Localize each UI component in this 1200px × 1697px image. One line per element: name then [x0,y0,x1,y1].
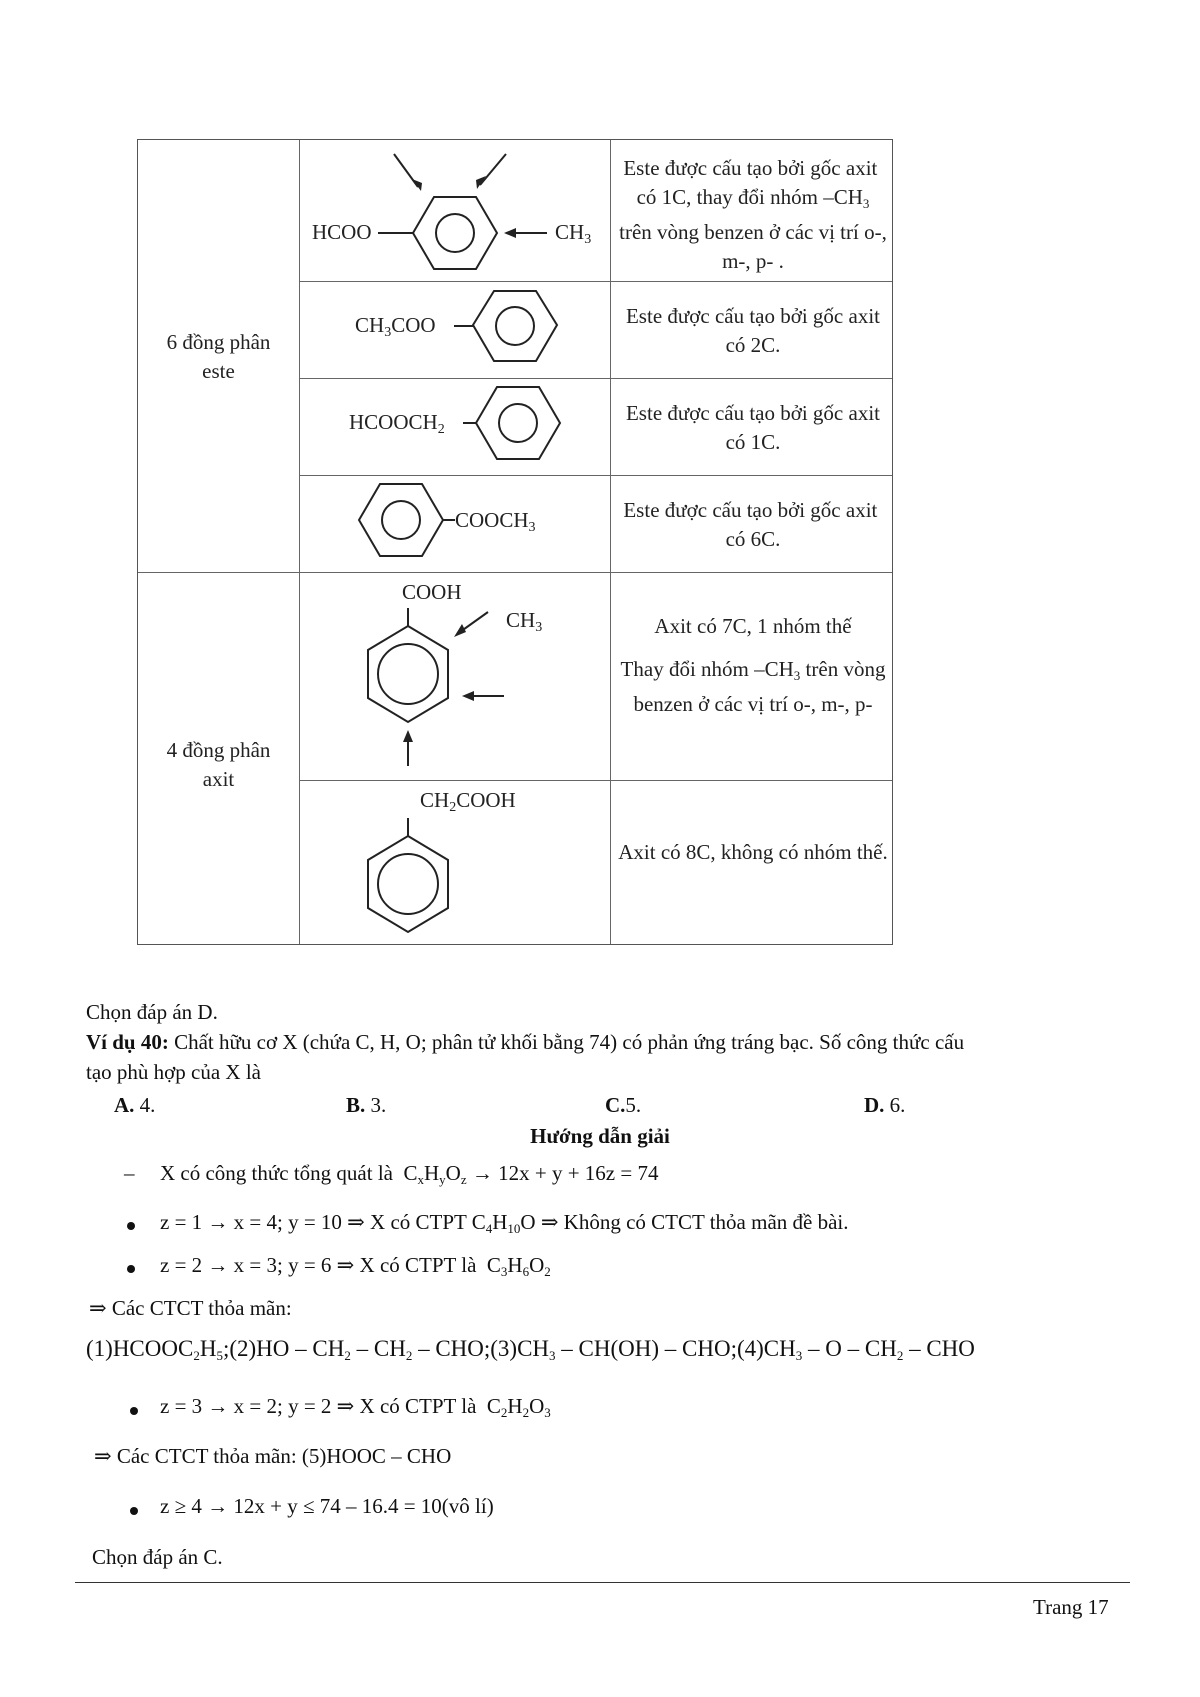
row1-formula-left: HCOO [312,220,372,244]
general-formula-step: X có công thức tổng quát là $C_xH_yO_z \to 12x + y + 16z = 74$ [160,1161,659,1187]
case-z2: z = 2 → x = 3; y = 6 ⇒ X có CTPT là $C_3H_6O_2$ [160,1253,551,1279]
benzene-ring-6-icon [368,818,448,932]
benzene-ring-5-icon [368,608,448,722]
option-c: C.5. [605,1093,642,1117]
row2-description: Este được cấu tạo bởi gốc axit có 2C. [625,304,880,357]
bullet-icon [130,1407,138,1415]
ctct-z3: ⇒ Các CTCT thỏa mãn: (5)HOOC – CHO [94,1444,452,1468]
row1-description: Este được cấu tạo bởi gốc axit có 1C, thay đổi nhóm $-CH_3$ trên vòng benzen ở các vị trí o-, m-, p- . [619,156,887,273]
case-z3: z = 3 → x = 2; y = 2 ⇒ X có CTPT là $C_2H_2O_3$ [160,1394,551,1420]
final-answer: Chọn đáp án C. [92,1545,223,1569]
example-question-line-1: Ví dụ 40: Chất hữu cơ X (chứa C, H, O; phân tử khối bằng 74) có phản ứng tráng bạc. Số công thức cấu [86,1030,965,1054]
option-d: D. 6. [864,1093,906,1117]
benzene-ring-3-icon [463,387,560,459]
option-a: A. 4. [114,1093,156,1117]
row6-description: Axit có 8C, không có nhóm thế. [618,840,888,864]
example-question-line-2: tạo phù hợp của X là [86,1060,261,1084]
page-number: Trang 17 [1033,1595,1109,1619]
group-label-acids: 4 đồng phân axit [166,738,271,791]
example-label: Ví dụ 40: [86,1030,169,1054]
row5-formula-top: COOH [402,580,462,604]
option-b: B. 3. [346,1093,387,1117]
previous-answer: Chọn đáp án D. [86,1000,218,1024]
case-z1: z = 1 → x = 4; y = 10 ⇒ X có CTPT $C_4H_{10}O$ ⇒ Không có CTCT thỏa mãn đề bài. [160,1210,849,1236]
row4-formula-right: $COOCH_3$ [455,508,536,535]
row3-formula-left: $HCOOCH_2$ [349,410,445,437]
isomer-table [137,139,893,945]
case-z4: z ≥ 4 → 12x + y ≤ 74 – 16.4 = 10(vô lí) [160,1494,494,1518]
row6-formula-top: $CH_2COOH$ [420,788,516,815]
guide-title: Hướng dẫn giải [530,1124,670,1148]
benzene-ring-2-icon [454,291,557,361]
benzene-ring-4-icon [359,484,455,556]
dash-marker: – [124,1161,135,1185]
row5-description-1: Axit có 7C, 1 nhóm thế [654,614,852,638]
row1-formula-right: $CH_3$ [555,220,592,247]
benzene-structures [138,140,894,946]
ctct-label-z2: ⇒ Các CTCT thỏa mãn: [89,1296,292,1320]
bullet-icon [127,1265,135,1273]
row5-formula-side: $CH_3$ [506,608,543,635]
bullet-icon [127,1222,135,1230]
row2-formula-left: $CH_3COO$ [355,313,436,340]
group-label-esters: 6 đồng phân este [166,330,271,383]
ctct-list-z2: $(1)HCOOC_2H_5;(2)HO - CH_2 - CH_2$ – $CHO;(3)CH_3 - CH(OH)$ – $CHO;(4)CH_3$ – O – $CH_2$ – CHO [86,1336,975,1363]
footer-divider [75,1582,1130,1583]
benzene-ring-1-icon [378,197,497,269]
row4-description: Este được cấu tạo bởi gốc axit có 6C. [623,498,883,551]
bullet-icon [130,1507,138,1515]
row5-description-2: Thay đổi nhóm $-CH_3$ trên vòng benzen ở các vị trí o-, m-, p- [620,657,886,716]
row3-description: Este được cấu tạo bởi gốc axit có 1C. [625,401,880,454]
